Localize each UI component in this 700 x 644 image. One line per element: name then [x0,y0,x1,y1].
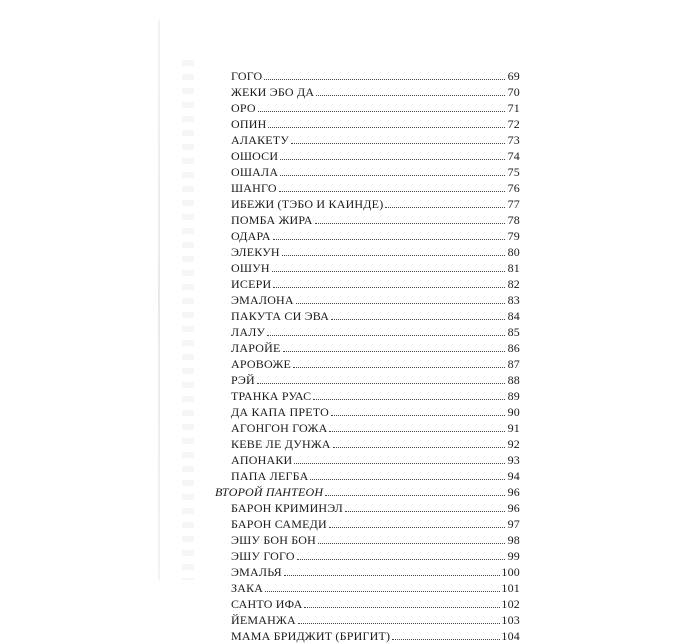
toc-entry [215,196,520,212]
toc-entry [215,148,520,164]
toc-entry [215,564,520,580]
toc-entry [215,548,520,564]
toc-entry [215,580,520,596]
toc-page-number: 99 [507,549,520,563]
toc-entry [215,260,520,276]
dot-leader [265,591,500,592]
dot-leader [392,639,500,640]
toc-entry-title: ВТОРОЙ ПАНТЕОН [215,485,324,499]
dot-leader [331,415,505,416]
toc-page-number: 79 [507,229,520,243]
toc-entry [215,596,520,612]
toc-entry-title: АРОВОЖЕ [231,357,292,371]
toc-page-number: 78 [507,213,520,227]
dot-leader [283,351,506,352]
toc-entry [215,420,520,436]
toc-entry-title: АГОНГОН ГОЖА [231,421,328,435]
dot-leader [325,495,505,496]
toc-page-number: 87 [507,357,520,371]
table-of-contents [215,68,520,644]
toc-page-number: 85 [507,325,520,339]
dot-leader [310,479,505,480]
toc-entry [215,388,520,404]
toc-entry [215,228,520,244]
toc-entry [215,116,520,132]
dot-leader [331,319,505,320]
toc-entry-title: МАМА БРИДЖИТ (БРИГИТ) [231,629,391,643]
toc-entry-title: ОШАЛА [231,165,279,179]
toc-entry [215,628,520,644]
toc-entry-title: ЛАРОЙЕ [231,341,281,355]
toc-entry [215,452,520,468]
toc-entry [215,276,520,292]
dot-leader [284,575,501,576]
toc-page-number: 102 [501,597,520,611]
dot-leader [282,255,505,256]
toc-entry-title: САНТО ИФА [231,597,303,611]
toc-page-number: 72 [507,117,520,131]
show-through-text [182,60,194,580]
toc-entry [215,436,520,452]
toc-page-number: 70 [507,85,520,99]
toc-entry-title: ИСЕРИ [231,277,272,291]
toc-entry [215,164,520,180]
toc-page-number: 100 [501,565,520,579]
dot-leader [264,79,505,80]
dot-leader [313,399,505,400]
toc-entry [215,356,520,372]
toc-entry-title: ИБЕЖИ (ТЭБО И КАИНДЕ) [231,197,384,211]
toc-page-number: 90 [507,405,520,419]
toc-page-number: 89 [507,389,520,403]
toc-entry [215,324,520,340]
toc-entry [215,292,520,308]
toc-entry-title: БАРОН КРИМИНЭЛ [231,501,344,515]
toc-entry-title: БАРОН САМЕДИ [231,517,327,531]
dot-leader [298,623,501,624]
dot-leader [268,127,505,128]
toc-page-number: 101 [501,581,520,595]
toc-entry [215,100,520,116]
toc-entry [215,500,520,516]
toc-entry [215,244,520,260]
dot-leader [273,239,505,240]
toc-entry-title: ОШУН [231,261,270,275]
toc-entry-title: ЭШУ БОН БОН [231,533,317,547]
dot-leader [291,143,505,144]
toc-entry-title: ГОГО [231,69,263,83]
dot-leader [316,95,505,96]
toc-entry-title: ТРАНКА РУАС [231,389,312,403]
page-binding-edge [158,20,160,580]
toc-entry [215,516,520,532]
toc-page-number: 69 [507,69,520,83]
dot-leader [267,335,505,336]
dot-leader [258,111,505,112]
toc-entry-title: ЭМАЛЬЯ [231,565,282,579]
toc-page-number: 98 [507,533,520,547]
toc-entry-title: ЖЕКИ ЭБО ДА [231,85,315,99]
toc-page-number: 80 [507,245,520,259]
toc-section-heading [215,484,520,500]
dot-leader [318,543,505,544]
dot-leader [329,527,505,528]
toc-page-number: 81 [507,261,520,275]
toc-entry-title: ЭЛЕКУН [231,245,280,259]
toc-page-number: 103 [501,613,520,627]
dot-leader [293,367,505,368]
toc-entry-title: ЭМАЛОНА [231,293,294,307]
toc-entry-title: ЭШУ ГОГО [231,549,295,563]
toc-entry [215,132,520,148]
dot-leader [280,175,505,176]
toc-page-number: 96 [507,501,520,515]
dot-leader [333,447,505,448]
dot-leader [345,511,505,512]
toc-entry-title: АЛАКЕТУ [231,133,290,147]
dot-leader [280,159,505,160]
toc-entry-title: ОДАРА [231,229,271,243]
dot-leader [257,383,505,384]
toc-page-number: 94 [507,469,520,483]
dot-leader [297,559,505,560]
toc-page-number: 76 [507,181,520,195]
dot-leader [329,431,505,432]
toc-entry-title: РЭЙ [231,373,255,387]
toc-page-number: 91 [507,421,520,435]
toc-page-number: 82 [507,277,520,291]
toc-entry-title: ОШОСИ [231,149,279,163]
toc-page-number: 104 [501,629,520,643]
toc-entry-title: ОПИН [231,117,267,131]
toc-entry [215,68,520,84]
toc-entry-title: ПАКУТА СИ ЭВА [231,309,330,323]
toc-entry-title: ЗАКА [231,581,264,595]
dot-leader [304,607,500,608]
toc-entry-title: ШАНГО [231,181,277,195]
toc-page-number: 75 [507,165,520,179]
toc-page-number: 96 [507,485,520,499]
toc-entry-title: ОРО [231,101,256,115]
toc-entry-title: ПОМБА ЖИРА [231,213,313,227]
toc-page-number: 92 [507,437,520,451]
toc-entry-title: ЛАЛУ [231,325,266,339]
dot-leader [279,191,505,192]
toc-entry [215,340,520,356]
toc-entry [215,212,520,228]
toc-entry-title: ПАПА ЛЕГБА [231,469,309,483]
toc-entry [215,180,520,196]
dot-leader [296,303,505,304]
toc-entry-title: КЕВЕ ЛЕ ДУНЖА [231,437,331,451]
toc-page-number: 84 [507,309,520,323]
dot-leader [385,207,505,208]
dot-leader [273,287,505,288]
toc-page-number: 74 [507,149,520,163]
toc-entry [215,468,520,484]
dot-leader [315,223,505,224]
dot-leader [272,271,505,272]
toc-page-number: 83 [507,293,520,307]
toc-entry [215,372,520,388]
toc-entry-title: ДА КАПА ПРЕТО [231,405,329,419]
toc-entry [215,84,520,100]
toc-page-number: 71 [507,101,520,115]
toc-page-number: 88 [507,373,520,387]
toc-page-number: 93 [507,453,520,467]
toc-page-number: 73 [507,133,520,147]
toc-page-number: 97 [507,517,520,531]
toc-page-number: 86 [507,341,520,355]
dot-leader [294,463,505,464]
toc-entry [215,532,520,548]
toc-entry [215,404,520,420]
toc-entry-title: ЙЕМАНЖА [231,613,296,627]
toc-entry [215,308,520,324]
toc-entry [215,612,520,628]
toc-page-number: 77 [507,197,520,211]
toc-entry-title: АПОНАКИ [231,453,293,467]
